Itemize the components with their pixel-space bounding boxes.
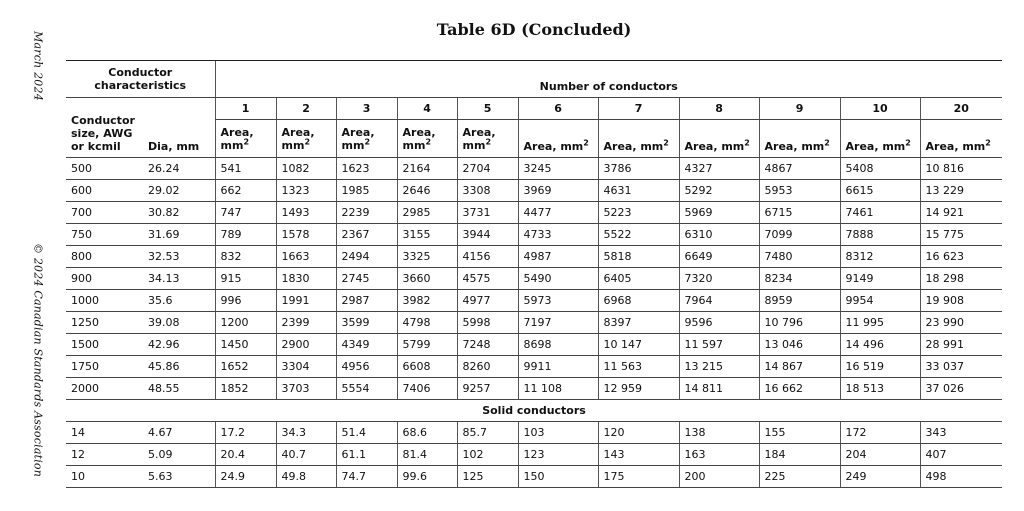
cell-area: 1852 [215, 378, 276, 400]
area-unit: mm [341, 138, 365, 152]
table-row [66, 444, 1002, 466]
cell-area: 9954 [840, 290, 920, 312]
cell-area: 4477 [518, 202, 598, 224]
cell-area: 7320 [679, 268, 759, 290]
cell-area: 14 867 [759, 356, 840, 378]
cell-area: 3304 [276, 356, 336, 378]
cell-area: 4156 [457, 246, 518, 268]
cell-area: 5408 [840, 158, 920, 180]
cell-diameter: 34.13 [143, 268, 215, 290]
cell-area: 11 108 [518, 378, 598, 400]
cell-area: 99.6 [397, 466, 457, 488]
table-row [66, 158, 1002, 180]
cell-area: 20.4 [215, 444, 276, 466]
cell-size: 1000 [66, 290, 143, 312]
size-header-line2: size, AWG [71, 127, 133, 140]
cell-area: 2900 [276, 334, 336, 356]
cell-area: 8234 [759, 268, 840, 290]
cell-area: 3660 [397, 268, 457, 290]
column-number-4: 4 [397, 98, 457, 120]
cell-area: 1623 [336, 158, 397, 180]
cell-area: 11 995 [840, 312, 920, 334]
cell-area: 6608 [397, 356, 457, 378]
table-row [66, 334, 1002, 356]
cell-area: 407 [920, 444, 1002, 466]
cell-area: 204 [840, 444, 920, 466]
column-number-2: 2 [276, 98, 336, 120]
cell-area: 120 [598, 422, 679, 444]
table-row [66, 356, 1002, 378]
cell-area: 7099 [759, 224, 840, 246]
cell-area: 200 [679, 466, 759, 488]
cell-diameter: 4.67 [143, 422, 215, 444]
cell-area: 747 [215, 202, 276, 224]
cell-area: 184 [759, 444, 840, 466]
column-number-6: 6 [518, 98, 598, 120]
cell-area: 5818 [598, 246, 679, 268]
cell-area: 23 990 [920, 312, 1002, 334]
area-label: Area, mm [764, 140, 825, 153]
cell-area: 8260 [457, 356, 518, 378]
cell-area: 5490 [518, 268, 598, 290]
cell-area: 1652 [215, 356, 276, 378]
cell-area: 10 147 [598, 334, 679, 356]
area-exponent: 2 [243, 136, 250, 146]
area-label: Area, mm [845, 140, 906, 153]
cell-diameter: 30.82 [143, 202, 215, 224]
column-number-1: 1 [215, 98, 276, 120]
cell-area: 6715 [759, 202, 840, 224]
cell-area: 28 991 [920, 334, 1002, 356]
cell-area: 9257 [457, 378, 518, 400]
cell-diameter: 26.24 [143, 158, 215, 180]
cell-area: 2987 [336, 290, 397, 312]
cell-area: 3944 [457, 224, 518, 246]
cell-area: 3786 [598, 158, 679, 180]
cell-area: 6649 [679, 246, 759, 268]
cell-area: 14 811 [679, 378, 759, 400]
header-row-top [66, 61, 1002, 98]
conductor-characteristics-line1: Conductor [108, 66, 173, 79]
cell-area: 10 816 [920, 158, 1002, 180]
cell-area: 1985 [336, 180, 397, 202]
size-header-line1: Conductor [71, 114, 135, 127]
cell-diameter: 35.6 [143, 290, 215, 312]
cell-area: 5554 [336, 378, 397, 400]
area-label: Area, mm [523, 140, 584, 153]
area-header-col-7 [598, 120, 679, 158]
cell-area: 4867 [759, 158, 840, 180]
header-row-numbers [66, 98, 1002, 120]
cell-area: 3325 [397, 246, 457, 268]
side-date: March 2024 [31, 31, 45, 101]
cell-area: 4956 [336, 356, 397, 378]
area-unit: mm [462, 138, 486, 152]
cell-size: 1250 [66, 312, 143, 334]
area-exponent: 2 [583, 138, 589, 148]
cell-area: 81.4 [397, 444, 457, 466]
area-label: Area, mm [603, 140, 664, 153]
cell-area: 33 037 [920, 356, 1002, 378]
cell-area: 150 [518, 466, 598, 488]
cell-area: 5973 [518, 290, 598, 312]
cell-area: 13 046 [759, 334, 840, 356]
cell-size: 900 [66, 268, 143, 290]
cell-area: 7406 [397, 378, 457, 400]
cell-area: 7964 [679, 290, 759, 312]
area-label: Area, mm [925, 140, 986, 153]
cell-area: 5223 [598, 202, 679, 224]
cell-area: 2239 [336, 202, 397, 224]
area-exponent: 2 [985, 138, 991, 148]
table-row [66, 378, 1002, 400]
cell-area: 8312 [840, 246, 920, 268]
cell-area: 125 [457, 466, 518, 488]
cell-area: 5953 [759, 180, 840, 202]
cell-area: 15 775 [920, 224, 1002, 246]
cell-area: 1200 [215, 312, 276, 334]
cell-area: 175 [598, 466, 679, 488]
cell-area: 5998 [457, 312, 518, 334]
cell-area: 5522 [598, 224, 679, 246]
cell-area: 7888 [840, 224, 920, 246]
cell-area: 249 [840, 466, 920, 488]
cell-area: 9596 [679, 312, 759, 334]
cell-area: 8698 [518, 334, 598, 356]
table-row [66, 268, 1002, 290]
cell-area: 2367 [336, 224, 397, 246]
cell-area: 37 026 [920, 378, 1002, 400]
cell-area: 6310 [679, 224, 759, 246]
cell-area: 832 [215, 246, 276, 268]
area-word: Area, [402, 125, 436, 139]
cell-area: 915 [215, 268, 276, 290]
area-exponent: 2 [663, 138, 669, 148]
cell-area: 1493 [276, 202, 336, 224]
cell-area: 68.6 [397, 422, 457, 444]
cell-area: 10 796 [759, 312, 840, 334]
cell-area: 2494 [336, 246, 397, 268]
area-unit: mm [220, 138, 244, 152]
cell-area: 11 563 [598, 356, 679, 378]
cell-diameter: 32.53 [143, 246, 215, 268]
cell-area: 1578 [276, 224, 336, 246]
cell-area: 4349 [336, 334, 397, 356]
cell-area: 343 [920, 422, 1002, 444]
area-label: Area, mm [684, 140, 745, 153]
area-word: Area, [220, 125, 254, 139]
table-title: Table 6D (Concluded) [436, 20, 632, 39]
cell-area: 18 298 [920, 268, 1002, 290]
cell-area: 2646 [397, 180, 457, 202]
cell-area: 2745 [336, 268, 397, 290]
cell-area: 4733 [518, 224, 598, 246]
cell-area: 225 [759, 466, 840, 488]
cell-diameter: 45.86 [143, 356, 215, 378]
area-header-col-9 [759, 120, 840, 158]
cell-size: 14 [66, 422, 143, 444]
area-header-col-2 [276, 120, 336, 158]
area-header-col-8 [679, 120, 759, 158]
cell-area: 2399 [276, 312, 336, 334]
cell-area: 123 [518, 444, 598, 466]
cell-area: 1991 [276, 290, 336, 312]
cell-area: 3308 [457, 180, 518, 202]
cell-area: 16 662 [759, 378, 840, 400]
cell-area: 155 [759, 422, 840, 444]
cell-area: 61.1 [336, 444, 397, 466]
table-row [66, 290, 1002, 312]
area-header-col-4 [397, 120, 457, 158]
cell-area: 9911 [518, 356, 598, 378]
area-unit: mm [281, 138, 305, 152]
column-number-3: 3 [336, 98, 397, 120]
cell-size: 600 [66, 180, 143, 202]
cell-diameter: 5.63 [143, 466, 215, 488]
cell-diameter: 39.08 [143, 312, 215, 334]
table-body [66, 61, 1002, 488]
number-of-conductors-header: Number of conductors [215, 61, 1002, 98]
cell-size: 750 [66, 224, 143, 246]
cell-diameter: 5.09 [143, 444, 215, 466]
area-exponent: 2 [485, 136, 492, 146]
solid-conductors-row [66, 400, 1002, 422]
cell-area: 16 623 [920, 246, 1002, 268]
cell-size: 12 [66, 444, 143, 466]
area-header-col-20 [920, 120, 1002, 158]
diameter-header: Dia, mm [143, 98, 215, 158]
cell-area: 12 959 [598, 378, 679, 400]
conductor-area-table [66, 60, 1002, 488]
cell-size: 700 [66, 202, 143, 224]
side-copyright: © 2024 Canadian Standards Association [31, 242, 45, 478]
cell-area: 6615 [840, 180, 920, 202]
cell-area: 14 496 [840, 334, 920, 356]
cell-area: 498 [920, 466, 1002, 488]
cell-area: 14 921 [920, 202, 1002, 224]
column-number-8: 8 [679, 98, 759, 120]
area-unit: mm [402, 138, 426, 152]
column-number-5: 5 [457, 98, 518, 120]
cell-area: 3245 [518, 158, 598, 180]
cell-area: 13 229 [920, 180, 1002, 202]
cell-area: 18 513 [840, 378, 920, 400]
area-header-col-10 [840, 120, 920, 158]
area-header-col-1 [215, 120, 276, 158]
cell-area: 85.7 [457, 422, 518, 444]
cell-area: 541 [215, 158, 276, 180]
cell-area: 789 [215, 224, 276, 246]
area-exponent: 2 [304, 136, 311, 146]
cell-area: 7197 [518, 312, 598, 334]
cell-area: 5969 [679, 202, 759, 224]
column-number-20: 20 [920, 98, 1002, 120]
cell-area: 2985 [397, 202, 457, 224]
table-row [66, 466, 1002, 488]
cell-area: 4798 [397, 312, 457, 334]
cell-diameter: 29.02 [143, 180, 215, 202]
solid-conductors-label: Solid conductors [66, 400, 1002, 422]
cell-area: 102 [457, 444, 518, 466]
cell-area: 3731 [457, 202, 518, 224]
cell-area: 6405 [598, 268, 679, 290]
cell-area: 17.2 [215, 422, 276, 444]
cell-area: 1082 [276, 158, 336, 180]
cell-area: 8959 [759, 290, 840, 312]
cell-area: 49.8 [276, 466, 336, 488]
cell-area: 4327 [679, 158, 759, 180]
cell-area: 2164 [397, 158, 457, 180]
cell-area: 7480 [759, 246, 840, 268]
cell-area: 34.3 [276, 422, 336, 444]
table-row [66, 422, 1002, 444]
cell-area: 7461 [840, 202, 920, 224]
area-word: Area, [462, 125, 496, 139]
cell-size: 1500 [66, 334, 143, 356]
cell-area: 7248 [457, 334, 518, 356]
cell-area: 40.7 [276, 444, 336, 466]
cell-area: 103 [518, 422, 598, 444]
cell-area: 51.4 [336, 422, 397, 444]
area-header-col-3 [336, 120, 397, 158]
column-number-10: 10 [840, 98, 920, 120]
cell-area: 5799 [397, 334, 457, 356]
conductor-characteristics-line2: characteristics [94, 79, 187, 92]
column-number-9: 9 [759, 98, 840, 120]
area-exponent: 2 [364, 136, 371, 146]
table-row [66, 312, 1002, 334]
cell-area: 3982 [397, 290, 457, 312]
cell-area: 3155 [397, 224, 457, 246]
cell-size: 2000 [66, 378, 143, 400]
cell-area: 1323 [276, 180, 336, 202]
table-row [66, 246, 1002, 268]
cell-area: 1830 [276, 268, 336, 290]
area-word: Area, [341, 125, 375, 139]
cell-area: 163 [679, 444, 759, 466]
area-exponent: 2 [425, 136, 432, 146]
cell-area: 4575 [457, 268, 518, 290]
cell-area: 4987 [518, 246, 598, 268]
cell-size: 500 [66, 158, 143, 180]
cell-area: 1450 [215, 334, 276, 356]
area-exponent: 2 [744, 138, 750, 148]
area-word: Area, [281, 125, 315, 139]
cell-area: 143 [598, 444, 679, 466]
cell-area: 138 [679, 422, 759, 444]
column-number-7: 7 [598, 98, 679, 120]
cell-area: 5292 [679, 180, 759, 202]
table-row [66, 224, 1002, 246]
cell-area: 24.9 [215, 466, 276, 488]
cell-size: 800 [66, 246, 143, 268]
area-header-col-6 [518, 120, 598, 158]
cell-area: 11 597 [679, 334, 759, 356]
cell-area: 3703 [276, 378, 336, 400]
cell-area: 172 [840, 422, 920, 444]
area-exponent: 2 [824, 138, 830, 148]
cell-area: 3969 [518, 180, 598, 202]
conductor-size-header [66, 98, 143, 158]
cell-area: 996 [215, 290, 276, 312]
table-row [66, 202, 1002, 224]
cell-diameter: 31.69 [143, 224, 215, 246]
cell-area: 19 908 [920, 290, 1002, 312]
size-header-line3: or kcmil [71, 140, 121, 153]
cell-area: 4977 [457, 290, 518, 312]
cell-area: 1663 [276, 246, 336, 268]
table-row [66, 180, 1002, 202]
cell-area: 2704 [457, 158, 518, 180]
cell-area: 3599 [336, 312, 397, 334]
cell-diameter: 48.55 [143, 378, 215, 400]
cell-size: 1750 [66, 356, 143, 378]
cell-area: 13 215 [679, 356, 759, 378]
area-exponent: 2 [905, 138, 911, 148]
cell-area: 16 519 [840, 356, 920, 378]
conductor-characteristics-header [66, 61, 215, 98]
cell-area: 6968 [598, 290, 679, 312]
cell-area: 4631 [598, 180, 679, 202]
cell-area: 662 [215, 180, 276, 202]
cell-area: 74.7 [336, 466, 397, 488]
cell-area: 8397 [598, 312, 679, 334]
area-header-col-5 [457, 120, 518, 158]
cell-diameter: 42.96 [143, 334, 215, 356]
cell-area: 9149 [840, 268, 920, 290]
cell-size: 10 [66, 466, 143, 488]
